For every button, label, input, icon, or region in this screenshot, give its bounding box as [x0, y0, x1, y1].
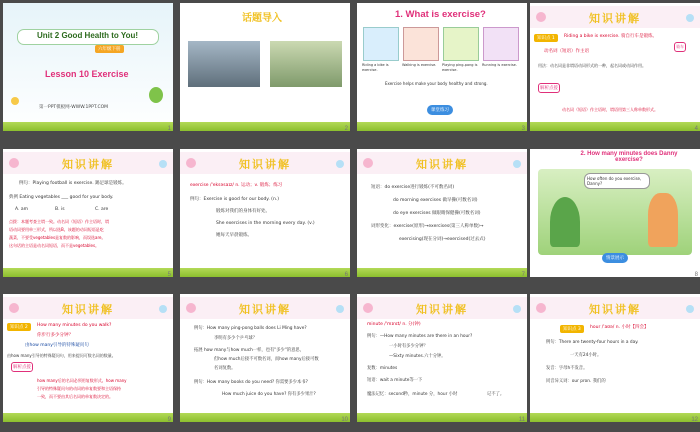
grass-strip: [3, 268, 173, 277]
flower-icon: [11, 97, 19, 105]
page-number: 12: [691, 417, 698, 422]
grass-strip: [530, 413, 700, 422]
example-translation: 一小时有多少分钟？: [389, 344, 428, 349]
extend-line-2: 但how much后接不可数名词，而how many后接可数: [214, 357, 319, 362]
slide-title: 知识讲解: [589, 303, 641, 316]
summary-line: Exercise helps make your body healthy and strong.: [385, 81, 488, 86]
caption-pingpong: Playing ping-pong is exercise.: [442, 63, 478, 72]
word-line: hour /'aʊə/ n. 小时【四会】: [590, 325, 649, 330]
form-line-1: 词形变化：exercise(原形)→exercises(第三人称单数)→: [371, 224, 484, 229]
running-icon: [483, 27, 519, 61]
analysis-note: 解析点拨: [11, 362, 33, 372]
tip-line-1: 点拨：本题考查主谓一致。动名词（短语）作主语时，谓: [9, 219, 109, 224]
word-line: minute /'mɪnɪt/ n. 分(钟): [367, 322, 421, 327]
note-line-2: 引导的特殊疑问句的动词的单复数要和主语保持: [37, 386, 121, 391]
example-line: 例句：—How many minutes are there in an hour?: [367, 334, 473, 339]
example-line: 例句：Exercise is good for our body. (n.): [190, 197, 279, 202]
slide-header: [357, 152, 527, 174]
slide-title: 2. How many minutes does Danny exercise?: [580, 151, 678, 163]
homophone-line: 同音异义词：our pron. 我们的: [546, 379, 606, 384]
example-translation: 你步行多少分钟？: [37, 333, 73, 338]
grass-strip: [3, 122, 173, 131]
slide-header: [530, 6, 700, 28]
slide-header: [530, 297, 700, 319]
grass-strip: [180, 413, 350, 422]
slide-header: [3, 152, 173, 174]
slide-thumbnail-4[interactable]: [530, 3, 700, 131]
knowledge-tag: 知识点 1: [534, 34, 558, 42]
caption-bike: Riding a bike is exercise.: [362, 63, 389, 72]
example-line-2: 例句：How many books do you need? 你需要多少本书?: [194, 380, 308, 385]
plural-line: 复数：minutes: [367, 366, 398, 371]
example-translation: 李明有多少个乒乓球？: [214, 336, 257, 341]
scene-button[interactable]: 情景展示: [602, 253, 628, 263]
slide-thumbnail-3[interactable]: [357, 3, 527, 131]
form-line-2: exercising(现在分词)→exercised(过去式): [399, 237, 486, 242]
page-number: 4: [694, 126, 698, 131]
usage-line: 由how many引导的特殊疑问句，用来提问可数名词的数量。: [7, 353, 116, 358]
exercise-question: 典例 Eating vegetables ___ good for your body.: [9, 195, 114, 200]
slide-thumbnail-6[interactable]: [180, 149, 350, 277]
page-number: 7: [521, 272, 525, 277]
note-line-1: how many后的名词必须用复数形式。how many: [37, 378, 127, 383]
slide-title: 1. What is exercise?: [395, 9, 486, 20]
usage-line: 用法：动名词是非谓语动词形式的一种，起名词或动词作用。: [538, 63, 646, 68]
example-line: Riding a bike is exercise. 骑自行车是锻炼。: [564, 34, 658, 39]
grass-strip: [3, 413, 173, 422]
page-number: 8: [694, 272, 698, 277]
phrase-line-2: do morning exercises 做早操(可数名词): [393, 198, 478, 203]
slide-thumbnail-5[interactable]: [3, 149, 173, 277]
slide-thumbnail-10[interactable]: [180, 294, 350, 422]
phrase-line: 短语：wait a minute等一下: [367, 378, 423, 383]
grass-strip: [357, 268, 527, 277]
phrase-line-1: 短语：do exercise进行锻炼(不可数名词): [371, 185, 455, 190]
page-number: 9: [167, 417, 171, 422]
slide-header: [180, 152, 350, 174]
slide-thumbnail-11[interactable]: [357, 294, 527, 422]
slide-title: 知识讲解: [62, 158, 114, 171]
grass-strip: [180, 268, 350, 277]
example-line: 例句：Playing football is exercise. 踢足球是锻炼。: [19, 181, 127, 186]
slide-thumbnail-9[interactable]: [3, 294, 173, 422]
practice-button[interactable]: 课堂练习: [427, 105, 453, 115]
photo-gym: [188, 41, 260, 87]
example-translation: 锻炼对我们的身体有好处。: [216, 209, 270, 214]
memory-line-end: 记不了。: [487, 392, 505, 397]
tip-line-2: 语动词要用单三形式，所以选B。该题的动词短语是吃: [9, 227, 104, 232]
option-c[interactable]: C. are: [95, 207, 109, 212]
option-a[interactable]: A. am: [15, 207, 29, 212]
page-number: 6: [344, 272, 348, 277]
memory-line: 魔法记忆：second秒，minute 分，hour 小时: [367, 392, 458, 397]
grade-tag: 六年级下册: [95, 45, 124, 53]
example-line-2: She exercises in the morning every day. (v.): [216, 221, 315, 226]
extend-line-3: 名词复数。: [214, 366, 236, 371]
tip-line-3: 蔬菜，不要受vegetables是复数的影响，而误选are。: [9, 235, 106, 240]
grass-strip: [357, 413, 527, 422]
slide-thumbnail-2[interactable]: [180, 3, 350, 131]
girl-character-icon: [648, 193, 678, 247]
walking-icon: [403, 27, 439, 61]
grass-strip: [180, 122, 350, 131]
extend-line-1: 拓展 how many与how much一样，也有"多少"的意思，: [194, 348, 305, 353]
analysis-note: 解析点拨: [538, 83, 560, 93]
pingpong-icon: [443, 27, 479, 61]
caption-walking: Walking is exercise.: [402, 63, 437, 67]
pronunciation-line: 发音：字母h不发音。: [546, 366, 588, 371]
slide-title: 知识讲解: [239, 158, 291, 171]
slide-title: 知识讲解: [589, 12, 641, 25]
tree-icon: [149, 87, 163, 103]
tip-line-4: 这句话的主语是动名词短语，而不是vegetables。: [9, 243, 100, 248]
grass-strip: [530, 122, 700, 131]
slide-header: [357, 297, 527, 319]
slide-title: 知识讲解: [62, 303, 114, 316]
knowledge-tag: 知识点 3: [560, 325, 584, 333]
word-line: exercise /'eksəsaɪz/ n. 运动；v. 锻炼；练习: [190, 183, 283, 188]
slide-thumbnail-7[interactable]: [357, 149, 527, 277]
phrase-line-3: do eye exercises 做眼睛保健操(可数名词): [393, 211, 481, 216]
slide-title: 话题导入: [242, 13, 282, 24]
caption-running: Running is exercise.: [482, 63, 517, 67]
photo-taichi: [270, 41, 342, 87]
danny-character-icon: [550, 197, 580, 247]
page-number: 11: [518, 417, 525, 422]
knowledge-tag: 知识点 2: [7, 323, 31, 331]
slide-thumbnail-8[interactable]: [530, 149, 700, 277]
page-number: 10: [341, 417, 348, 422]
slide-title: 知识讲解: [239, 303, 291, 316]
example-answer: —Sixty minutes.六十分钟。: [389, 354, 446, 359]
slide-header: [180, 297, 350, 319]
example-translation-2: 她每天早晨锻炼。: [216, 233, 252, 238]
lesson-title: Lesson 10 Exercise: [45, 69, 129, 79]
page-number: 2: [344, 126, 348, 131]
slide-thumbnail-1[interactable]: [3, 3, 173, 131]
footer-text: 第一PPT模板网-WWW.1PPT.COM: [39, 105, 109, 110]
slide-header: [3, 297, 173, 319]
note-line: 动名词（短语）作主语时，谓语用第三人称单数形式。: [562, 107, 658, 112]
note-line-3: 一致，而不要由其后名词的单复数决定的。: [37, 394, 113, 399]
rule-line: 动名词（短语）作主语: [544, 49, 589, 54]
page-number: 5: [167, 272, 171, 277]
example-line: 例句：How many ping-pong balls does Li Ming have?: [194, 326, 307, 331]
example-line: 例句：There are twenty-four hours in a day.: [546, 340, 639, 345]
option-b[interactable]: B. is: [55, 207, 65, 212]
rule-line: 由how many引导的特殊疑问句: [25, 343, 89, 348]
page-number: 3: [521, 126, 525, 131]
ride-note: 骑车: [674, 42, 686, 52]
grass-strip: [357, 122, 527, 131]
speech-bubble: How often do you exercise, Danny?: [584, 173, 650, 189]
example-line-3: How much juice do you have? 你有多少果汁?: [222, 392, 316, 397]
example-translation: 一天有24小时。: [570, 353, 602, 358]
slide-title: 知识讲解: [416, 158, 468, 171]
slide-title: 知识讲解: [416, 303, 468, 316]
example-line: How many minutes do you walk?: [37, 323, 112, 328]
page-number: 1: [167, 126, 171, 131]
bike-icon: [363, 27, 399, 61]
unit-title: Unit 2 Good Health to You!: [37, 31, 139, 40]
slide-thumbnail-12[interactable]: [530, 294, 700, 422]
